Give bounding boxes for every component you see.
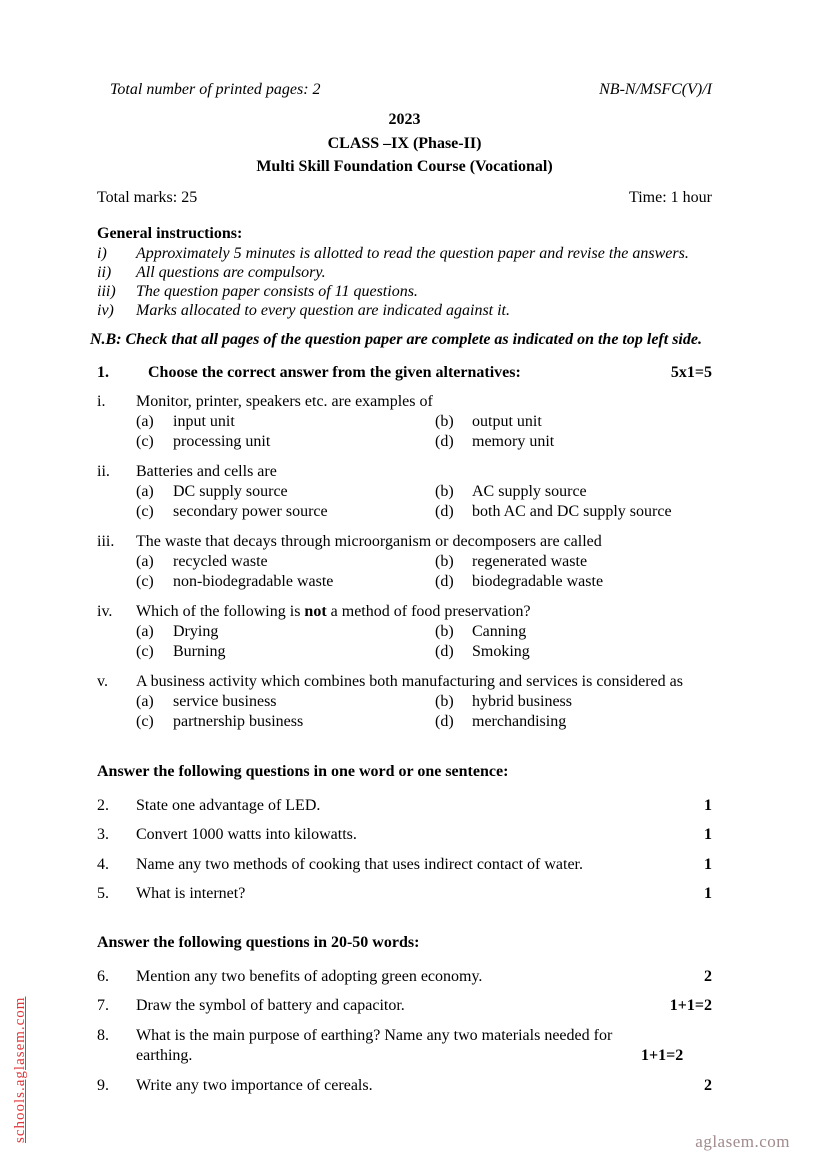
instruction-item xyxy=(97,301,712,320)
option-text: Drying xyxy=(173,622,219,640)
options-grid xyxy=(97,412,712,453)
subquestion-text-row xyxy=(97,531,712,552)
subquestion-text: Monitor, printer, speakers etc. are examples of xyxy=(136,392,433,410)
question-marks: 2 xyxy=(704,967,712,985)
instruction-num: i) xyxy=(97,244,107,262)
question-row-6 xyxy=(97,967,712,988)
subquestion-text-row xyxy=(97,671,712,692)
question-1-marks: 5x1=5 xyxy=(670,363,712,381)
option-text: secondary power source xyxy=(173,503,328,521)
option-label: (a) xyxy=(136,482,154,500)
question-marks: 1 xyxy=(704,855,712,873)
instruction-text: All questions are compulsory. xyxy=(136,263,326,281)
subquestion-text-bold: not xyxy=(304,602,327,620)
nb-note: N.B: Check that all pages of the question paper are complete as indicated on the top left side. xyxy=(90,330,702,348)
instruction-text: Marks allocated to every question are indicated against it. xyxy=(136,302,510,320)
class-title: CLASS –IX (Phase-II) xyxy=(327,134,482,152)
question-row-4 xyxy=(97,855,712,876)
question-row-2 xyxy=(97,796,712,817)
option-label: (a) xyxy=(136,692,154,710)
question-marks: 1 xyxy=(704,796,712,814)
instruction-item xyxy=(97,244,712,263)
subquestion-text: The waste that decays through microorganism or decomposers are called xyxy=(136,532,602,550)
subquestion-iv xyxy=(97,601,712,663)
subquestion-i xyxy=(97,391,712,453)
question-num: 6. xyxy=(97,967,109,985)
title-block xyxy=(97,108,712,179)
question-marks: 2 xyxy=(704,1076,712,1094)
options-grid xyxy=(97,622,712,663)
option-label: (d) xyxy=(435,433,454,451)
option-text: partnership business xyxy=(173,713,304,731)
instruction-num: iii) xyxy=(97,283,116,301)
question-row-9 xyxy=(97,1076,712,1097)
option-text: DC supply source xyxy=(173,482,288,500)
option-label: (d) xyxy=(435,643,454,661)
exam-year: 2023 xyxy=(388,111,421,128)
question-marks: 1+1=2 xyxy=(641,1047,684,1065)
subquestion-v xyxy=(97,671,712,733)
watermark-bottom-right: aglasem.com xyxy=(695,1132,790,1151)
question-text: Name any two methods of cooking that uses indirect contact of water. xyxy=(136,855,583,873)
option-label: (d) xyxy=(435,503,454,521)
option-label: (b) xyxy=(435,622,454,640)
question-text: Convert 1000 watts into kilowatts. xyxy=(136,826,357,844)
subquestion-text-pre: Which of the following is xyxy=(136,602,305,620)
option-label: (c) xyxy=(136,503,154,521)
question-num: 5. xyxy=(97,885,109,903)
time-allowed: Time: 1 hour xyxy=(629,188,712,206)
subquestion-text xyxy=(136,601,712,622)
marks-time-row xyxy=(97,188,712,208)
instruction-text: Approximately 5 minutes is allotted to read the question paper and revise the answers. xyxy=(136,244,689,262)
total-marks: Total marks: 25 xyxy=(97,188,198,206)
question-text: Write any two importance of cereals. xyxy=(136,1076,373,1094)
question-1-heading-row xyxy=(97,363,712,383)
question-num: 7. xyxy=(97,997,109,1015)
option-text: processing unit xyxy=(173,433,271,451)
instruction-item xyxy=(97,282,712,301)
option-label: (a) xyxy=(136,412,154,430)
subject-title: Multi Skill Foundation Course (Vocational) xyxy=(256,158,553,175)
option-label: (b) xyxy=(435,482,454,500)
subquestion-num: v. xyxy=(97,672,108,690)
option-text: both AC and DC supply source xyxy=(472,503,672,521)
subquestion-iii xyxy=(97,531,712,593)
subquestion-text: Batteries and cells are xyxy=(136,462,277,480)
option-text: Canning xyxy=(472,622,527,640)
subquestion-num: iv. xyxy=(97,602,113,620)
question-marks: 1 xyxy=(704,885,712,903)
question-text: What is the main purpose of earthing? Name any two materials needed for earthing. xyxy=(136,1026,613,1065)
option-text: AC supply source xyxy=(472,482,587,500)
subquestion-text-row xyxy=(97,601,712,622)
page-content xyxy=(90,80,712,1096)
printed-pages-note: Total number of printed pages: 2 xyxy=(110,81,321,98)
question-row-3 xyxy=(97,825,712,846)
subquestion-num: ii. xyxy=(97,462,110,480)
option-text: recycled waste xyxy=(173,552,268,570)
option-text: input unit xyxy=(173,412,235,430)
option-label: (a) xyxy=(136,622,154,640)
question-text: What is internet? xyxy=(136,885,246,903)
subquestion-text-row xyxy=(97,461,712,482)
option-label: (c) xyxy=(136,713,154,731)
option-text: merchandising xyxy=(472,713,567,731)
option-text: biodegradable waste xyxy=(472,573,604,591)
question-row-8 xyxy=(97,1026,712,1067)
instruction-item xyxy=(97,263,712,282)
option-text: Smoking xyxy=(472,643,530,661)
option-label: (c) xyxy=(136,573,154,591)
options-grid xyxy=(97,552,712,593)
instruction-num: iv) xyxy=(97,302,114,320)
question-num: 2. xyxy=(97,796,109,814)
option-label: (b) xyxy=(435,412,454,430)
option-text: regenerated waste xyxy=(472,552,588,570)
question-num: 3. xyxy=(97,826,109,844)
subquestion-num: iii. xyxy=(97,532,115,550)
option-label: (c) xyxy=(136,433,154,451)
subquestion-text-post: a method of food preservation? xyxy=(326,602,531,620)
question-text: State one advantage of LED. xyxy=(136,796,321,814)
option-text: service business xyxy=(173,692,277,710)
subquestion-ii xyxy=(97,461,712,523)
option-text: output unit xyxy=(472,412,542,430)
option-label: (b) xyxy=(435,552,454,570)
option-text: hybrid business xyxy=(472,692,572,710)
section-short-answer-heading: Answer the following questions in 20-50 words: xyxy=(97,933,420,951)
top-header-row xyxy=(97,80,712,100)
question-row-5 xyxy=(97,884,712,905)
question-number: 1. xyxy=(97,363,109,381)
question-marks: 1+1=2 xyxy=(669,997,712,1015)
question-marks: 1 xyxy=(704,826,712,844)
section-one-word-heading: Answer the following questions in one word or one sentence: xyxy=(97,762,509,780)
subquestion-text: A business activity which combines both manufacturing and services is considered as xyxy=(136,672,683,690)
option-label: (d) xyxy=(435,713,454,731)
question-num: 8. xyxy=(97,1026,109,1044)
option-text: Burning xyxy=(173,643,226,661)
watermark-left-vertical: schools.aglasem.com xyxy=(12,996,28,1143)
instruction-text: The question paper consists of 11 questions. xyxy=(136,283,418,301)
options-grid xyxy=(97,692,712,733)
question-row-7 xyxy=(97,996,712,1017)
paper-code: NB-N/MSFC(V)/I xyxy=(599,81,712,98)
general-instructions-heading: General instructions: xyxy=(97,224,243,242)
option-label: (d) xyxy=(435,573,454,591)
option-label: (c) xyxy=(136,643,154,661)
question-text: Draw the symbol of battery and capacitor. xyxy=(136,997,405,1015)
question-text: Mention any two benefits of adopting green economy. xyxy=(136,967,483,985)
option-text: memory unit xyxy=(472,433,555,451)
options-grid xyxy=(97,482,712,523)
subquestion-num: i. xyxy=(97,392,106,410)
question-num: 9. xyxy=(97,1076,109,1094)
subquestion-text-row xyxy=(97,391,712,412)
option-label: (a) xyxy=(136,552,154,570)
question-num: 4. xyxy=(97,855,109,873)
instruction-num: ii) xyxy=(97,263,112,281)
question-1-heading: Choose the correct answer from the given alternatives: xyxy=(148,363,521,381)
option-label: (b) xyxy=(435,692,454,710)
option-text: non-biodegradable waste xyxy=(173,573,334,591)
